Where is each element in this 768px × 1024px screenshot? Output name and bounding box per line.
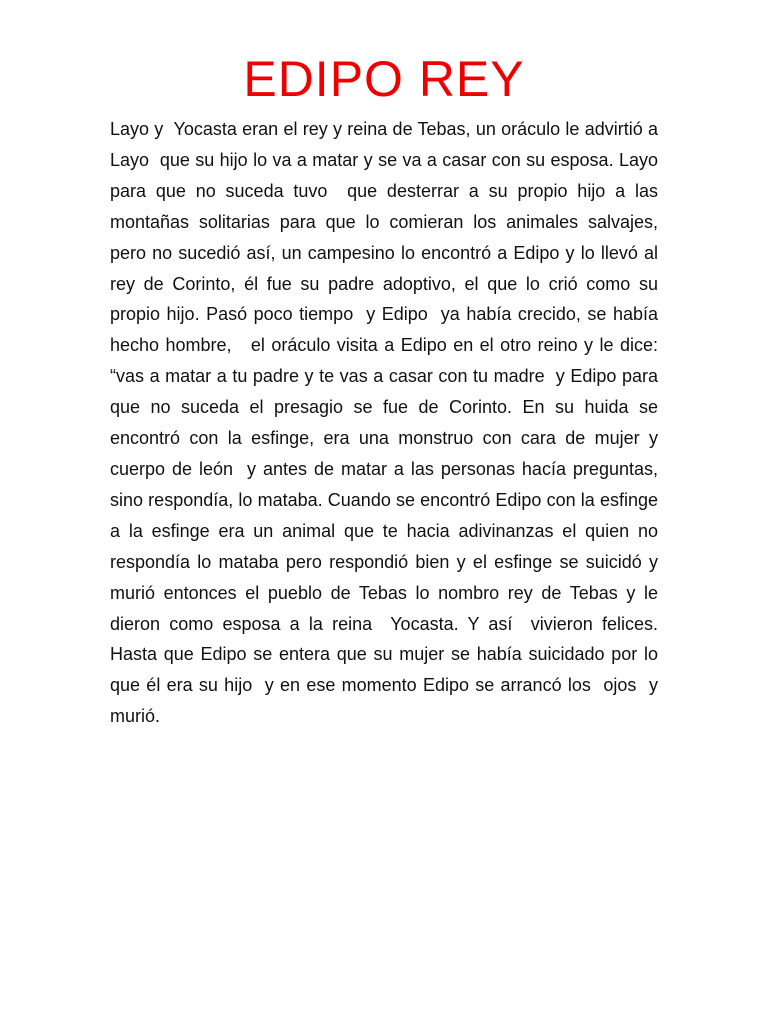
document-body-paragraph: Layo y Yocasta eran el rey y reina de Tebas, un oráculo le advirtió a Layo que su hijo lo va a matar y se va a casar con su esposa. Layo para que no suceda tuvo que desterrar a su propio hijo a las montañas solitarias para que lo comieran los animales salvajes, pero no sucedió así, un campesino lo encontró a Edipo y lo llevó al rey de Corinto, él fue su padre adoptivo, el que lo crió como su propio hijo. Pasó poco tiempo y Edipo ya había crecido, se había hecho hombre, el oráculo visita a Edipo en el otro reino y le dice: “vas a matar a tu padre y te vas a casar con tu madre y Edipo para que no suceda el presagio se fue de Corinto. En su huida se encontró con la esfinge, era una monstruo con cara de mujer y cuerpo de león y antes de matar a las personas hacía preguntas, sino respondía, lo mataba. Cuando se encontró Edipo con la esfinge a la esfinge era un animal que te hacia adivinanzas el quien no respondía lo mataba pero respondió bien y el esfinge se suicidó y murió entonces el pueblo de Tebas lo nombro rey de Tebas y le dieron como esposa a la reina Yocasta. Y así vivieron felices. Hasta que Edipo se entera que su mujer se había suicidado por lo que él era su hijo y en ese momento Edipo se arrancó los ojos y murió. — [110, 119, 674, 727]
document-title: EDIPO REY — [243, 51, 525, 107]
